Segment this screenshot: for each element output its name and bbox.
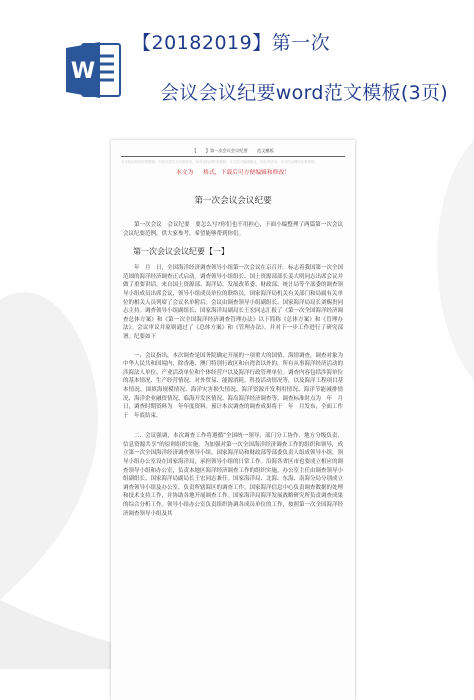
banner-title (132, 28, 448, 108)
intro-paragraph: 第一次会议 会议纪要 要怎么写?你们也不用担心，下面小编整理了两篇第一次会议会议纪要范例，供大家参考，希望能够帮到你们。 (123, 222, 343, 237)
document-page (111, 140, 355, 700)
faint-notice: 本文档由网络收集整理，内容仅供学习交流使用，如有侵权请联系删除。本文档可编辑修改，供参考使用。本文档由网络收集整理。 (121, 160, 318, 164)
banner-title-line2: 会议会议纪要word范文模板(3页) (160, 82, 449, 104)
body-paragraph-1: 年 月 日，全国海洋经济调查领导小组第一次会议在京召开。标志着我国第一次全国范围的海洋经济调查正式启动。调查领导小组组长、国土资源部部长姜大明同志出席会议并做了重要讲话。来自国土资源部、海洋局、发展改革委、财政部、统计局等个部委的调查领导小组成员出席会议，领导小组成员单位的联络员，国家海洋局机关有关部门和局属有关单位的相关人员列席了会议名单附后。会议由调查领导小组副组长、国家海洋局局长刘赐贵同志主持。调查领导小组副组长、国家海洋局副局长王宏同志汇报了《第一次全国海洋经济调查总体方案》和《第一次全国海洋经济调查管理办法》以下简称《总体方案》和《管理办法》。会议审议并原则通过了《总体方案》和《管理办法》，并对下一步工作进行了研究部署。纪要如下 (123, 265, 344, 340)
body-paragraph-2: 一、会议指出，本次调查是国务院确定开展的一项重大的国情、海情调查，调查对象为中华人民共和国境内，除香港、澳门特别行政区和台湾省以外的，所有从事海洋经济活动的涉海法人单位、产业活动单位和个体经营户以及海洋行政管理单位。调查内容包括涉海单位的基本情况、生产经营情况、对外贸易、能源消耗、科技活动情况等，以及海洋工程项目基本情况、围填海规模情况、海洋灾害损失情况、海洋资源开发利用情况、海洋节能减排情况、海洋企业融资情况、临海开发区情况、海岛海洋经济调查等。调查标准时点为 年 月 日，调查时期资料为 年年度资料。预计本次调查的调查成果将于 年 月发布，全面工作于 年底结束。 (123, 352, 349, 419)
header-rule (121, 156, 345, 157)
document-title: 第一次会议会议纪要 (194, 196, 272, 206)
editable-notice-part1: 本文为 (175, 170, 194, 176)
word-app-icon (66, 38, 122, 102)
header-middle: 】第一次会议会议纪要 (205, 148, 248, 153)
word-logo-letter: W (70, 59, 96, 84)
body-paragraph-3: 二、会议强调，本次调查工作将遵循“全国统一领导、部门分工协作、地方分级负责、信息资源共享”的原则组织实施。为加强对第一次全国海洋经济调查工作的组织和领导，成立第一次全国海洋经济调查领导小组。国家海洋局和财政部等部委负责人组成领导小组，领导小组办公室设在国家海洋局，承担领导小组的日常工作。沿海各省区市也要成立相应的调查领导小组和办公室，负责本地区海洋经济调查工作的组织实施。办公室主任由调查领导小组副组长、国家海洋局副局长王宏同志兼任。国家海洋局、北海、东海、南海分局分别成立调查领导小组及办公室，负责所辖海区的调查工作。国家海洋信息中心负责调查数据的处理和技术支持工作，并协助各地开展调查工作。国家海洋局海洋发展战略研究所负责调查成果的综合分析工作。领导小组办公室负责组织协调各成员单位的工作，按照第一次全国海洋经济调查领导小组及其 (123, 433, 344, 517)
banner-title-line1: 【20182019】第一次 (132, 32, 331, 54)
header-left: 【 (192, 148, 197, 153)
editable-notice-part2: 格式，下载后可方便编辑和修改！ (203, 170, 291, 176)
header-right: 范文模板 (257, 148, 274, 153)
editable-notice (111, 169, 355, 177)
document-running-header (111, 148, 355, 154)
section-heading: 第一次会议会议纪要【一】 (133, 247, 229, 257)
